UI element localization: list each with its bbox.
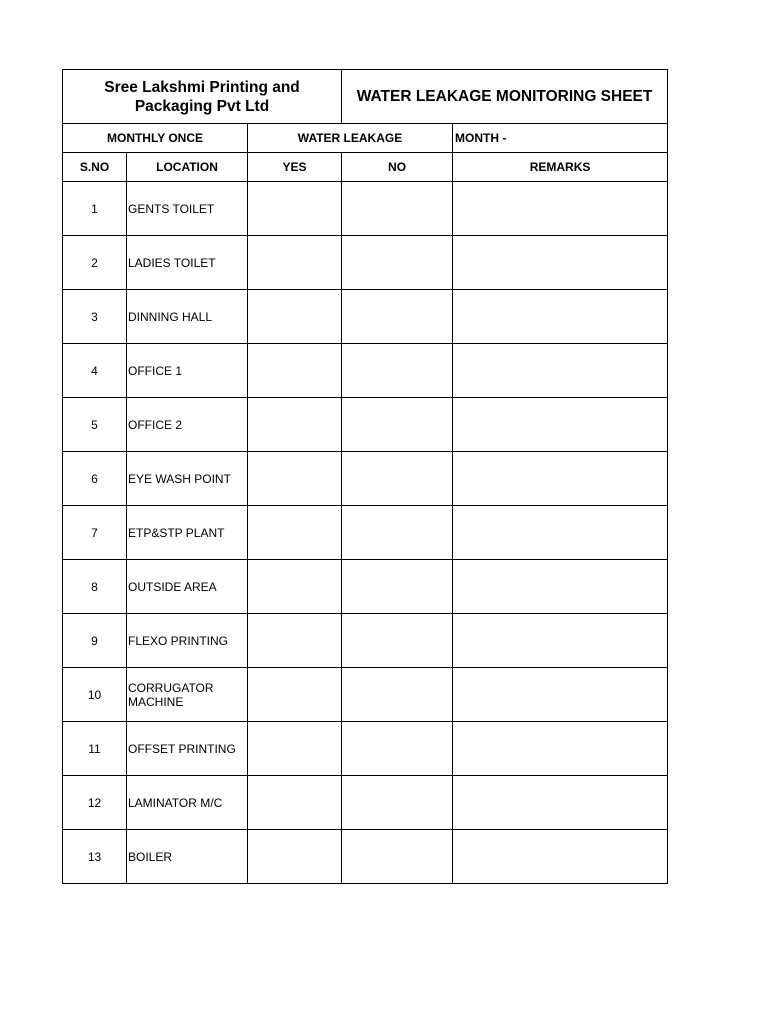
row-remarks-cell[interactable] xyxy=(453,506,668,560)
row-remarks-cell[interactable] xyxy=(453,398,668,452)
table-row xyxy=(63,830,668,884)
row-sno: 8 xyxy=(63,560,127,614)
column-header-yes: YES xyxy=(248,153,342,182)
row-location: BOILER xyxy=(127,830,248,884)
row-remarks-cell[interactable] xyxy=(453,182,668,236)
frequency-label: MONTHLY ONCE xyxy=(63,124,248,153)
row-no-cell[interactable] xyxy=(342,236,453,290)
company-name: Sree Lakshmi Printing and Packaging Pvt Ltd xyxy=(63,70,342,124)
row-yes-cell[interactable] xyxy=(248,830,342,884)
row-location: LADIES TOILET xyxy=(127,236,248,290)
parameter-label: WATER LEAKAGE xyxy=(248,124,453,153)
row-sno: 7 xyxy=(63,506,127,560)
column-header-location: LOCATION xyxy=(127,153,248,182)
row-location: DINNING HALL xyxy=(127,290,248,344)
month-field[interactable]: MONTH - xyxy=(453,124,668,153)
row-no-cell[interactable] xyxy=(342,668,453,722)
table-row xyxy=(63,776,668,830)
row-location: ETP&STP PLANT xyxy=(127,506,248,560)
row-sno: 12 xyxy=(63,776,127,830)
table-row xyxy=(63,290,668,344)
table-row xyxy=(63,398,668,452)
table-row xyxy=(63,344,668,398)
row-sno: 11 xyxy=(63,722,127,776)
row-sno: 6 xyxy=(63,452,127,506)
row-location: OFFSET PRINTING xyxy=(127,722,248,776)
row-yes-cell[interactable] xyxy=(248,182,342,236)
table-row xyxy=(63,182,668,236)
row-location: EYE WASH POINT xyxy=(127,452,248,506)
row-remarks-cell[interactable] xyxy=(453,452,668,506)
table-row xyxy=(63,614,668,668)
column-header-remarks: REMARKS xyxy=(453,153,668,182)
row-remarks-cell[interactable] xyxy=(453,722,668,776)
row-yes-cell[interactable] xyxy=(248,668,342,722)
table-body xyxy=(63,70,668,884)
row-sno: 3 xyxy=(63,290,127,344)
row-sno: 2 xyxy=(63,236,127,290)
column-header-no: NO xyxy=(342,153,453,182)
row-sno: 4 xyxy=(63,344,127,398)
row-location: OUTSIDE AREA xyxy=(127,560,248,614)
column-header-row xyxy=(63,153,668,182)
row-remarks-cell[interactable] xyxy=(453,290,668,344)
row-location: CORRUGATOR MACHINE xyxy=(127,668,248,722)
row-remarks-cell[interactable] xyxy=(453,830,668,884)
row-no-cell[interactable] xyxy=(342,398,453,452)
row-yes-cell[interactable] xyxy=(248,506,342,560)
row-remarks-cell[interactable] xyxy=(453,668,668,722)
row-location: GENTS TOILET xyxy=(127,182,248,236)
row-yes-cell[interactable] xyxy=(248,236,342,290)
table-row xyxy=(63,722,668,776)
leakage-monitoring-table xyxy=(62,69,668,884)
row-remarks-cell[interactable] xyxy=(453,236,668,290)
row-sno: 10 xyxy=(63,668,127,722)
row-no-cell[interactable] xyxy=(342,452,453,506)
row-sno: 9 xyxy=(63,614,127,668)
title-row xyxy=(63,70,668,124)
row-location: LAMINATOR M/C xyxy=(127,776,248,830)
row-remarks-cell[interactable] xyxy=(453,560,668,614)
row-location: OFFICE 2 xyxy=(127,398,248,452)
row-yes-cell[interactable] xyxy=(248,722,342,776)
sheet-title: WATER LEAKAGE MONITORING SHEET xyxy=(342,70,668,124)
table-row xyxy=(63,452,668,506)
row-yes-cell[interactable] xyxy=(248,398,342,452)
row-no-cell[interactable] xyxy=(342,290,453,344)
row-location: FLEXO PRINTING xyxy=(127,614,248,668)
row-sno: 1 xyxy=(63,182,127,236)
row-no-cell[interactable] xyxy=(342,722,453,776)
row-no-cell[interactable] xyxy=(342,776,453,830)
row-no-cell[interactable] xyxy=(342,614,453,668)
row-yes-cell[interactable] xyxy=(248,614,342,668)
column-header-sno: S.NO xyxy=(63,153,127,182)
row-sno: 5 xyxy=(63,398,127,452)
row-yes-cell[interactable] xyxy=(248,344,342,398)
table-row xyxy=(63,236,668,290)
row-yes-cell[interactable] xyxy=(248,560,342,614)
row-yes-cell[interactable] xyxy=(248,290,342,344)
row-yes-cell[interactable] xyxy=(248,776,342,830)
table-row xyxy=(63,560,668,614)
row-no-cell[interactable] xyxy=(342,506,453,560)
table-row xyxy=(63,668,668,722)
row-sno: 13 xyxy=(63,830,127,884)
table-row xyxy=(63,506,668,560)
row-remarks-cell[interactable] xyxy=(453,776,668,830)
info-row xyxy=(63,124,668,153)
row-remarks-cell[interactable] xyxy=(453,614,668,668)
row-no-cell[interactable] xyxy=(342,560,453,614)
row-yes-cell[interactable] xyxy=(248,452,342,506)
row-no-cell[interactable] xyxy=(342,182,453,236)
row-remarks-cell[interactable] xyxy=(453,344,668,398)
row-no-cell[interactable] xyxy=(342,830,453,884)
row-no-cell[interactable] xyxy=(342,344,453,398)
row-location: OFFICE 1 xyxy=(127,344,248,398)
